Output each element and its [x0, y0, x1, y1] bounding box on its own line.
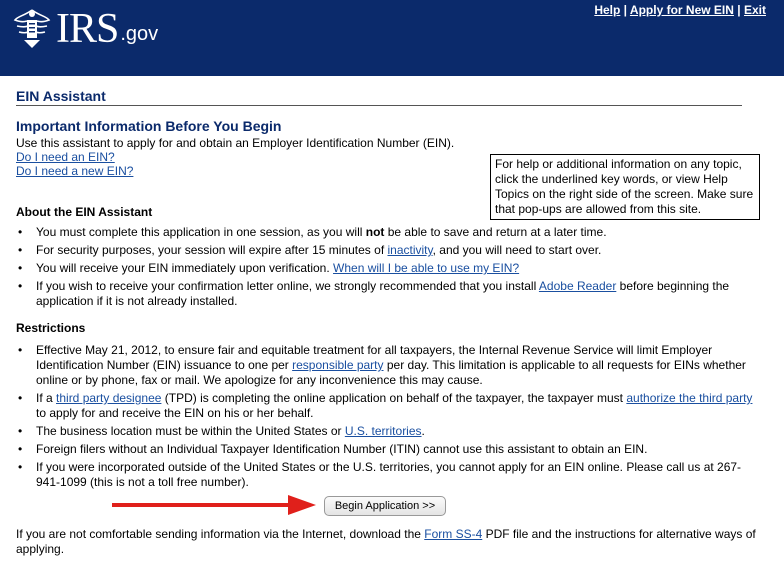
site-header [0, 0, 784, 76]
help-link[interactable]: Help [594, 3, 621, 17]
link-separator: | [737, 3, 741, 17]
about-heading: About the EIN Assistant [16, 205, 153, 219]
begin-application-button[interactable]: Begin Application >> [324, 496, 446, 516]
logo-suffix: .gov [120, 23, 159, 45]
footer-text: If you are not comfortable sending information via the Internet, download the Form SS-4 PDF file and the instructions for alternative ways of applying. [16, 527, 756, 556]
intro-text: Use this assistant to apply for and obtain an Employer Identification Number (EIN). [16, 136, 455, 150]
list-item: • For security purposes, your session will expire after 15 minutes of inactivity, and you will need to start over. [16, 243, 756, 258]
responsible-party-link[interactable]: responsible party [292, 358, 384, 372]
section-title: Important Information Before You Begin [16, 118, 282, 134]
apply-new-ein-link[interactable]: Apply for New EIN [629, 3, 734, 17]
irs-logo[interactable] [12, 6, 158, 50]
exit-link[interactable]: Exit [743, 3, 766, 17]
list-item: • If a third party designee (TPD) is completing the online application on behalf of the taxpayer, the taxpayer must authorize the third party to apply for and receive the EIN on his or her behalf. [16, 391, 756, 421]
need-ein-link[interactable]: Do I need an EIN? [16, 150, 115, 164]
list-item: • Foreign filers without an Individual Taxpayer Identification Number (ITIN) cannot use this assistant to obtain an EIN. [16, 442, 756, 457]
help-info-box: For help or additional information on any topic, click the underlined key words, or view Help Topics on the right side of the screen. Make sure that pop-ups are allowed from this site. [490, 154, 760, 220]
link-separator: | [623, 3, 628, 17]
logo-text: IRS [56, 6, 119, 52]
when-use-ein-link[interactable]: When will I be able to use my EIN? [333, 261, 520, 275]
red-arrow-icon [112, 494, 318, 516]
adobe-reader-link[interactable]: Adobe Reader [538, 279, 617, 293]
about-list [16, 225, 756, 312]
form-ss4-link[interactable]: Form SS-4 [424, 527, 483, 541]
list-item: • Effective May 21, 2012, to ensure fair and equitable treatment for all taxpayers, the Internal Revenue Service will limit Employer Identification Number (EIN) issuance to one per responsible party per day. This limitation is applicable to all requests for EINs whether online or by phone, fax or mail. We apologize for any inconvenience this may cause. [16, 343, 756, 388]
irs-eagle-icon [12, 6, 52, 50]
inactivity-link[interactable]: inactivity [387, 243, 433, 257]
need-new-ein-link[interactable]: Do I need a new EIN? [16, 164, 134, 178]
page-title-row [16, 88, 742, 106]
list-item: • You must complete this application in one session, as you will not be able to save and return at a later time. [16, 225, 756, 240]
restrictions-heading: Restrictions [16, 321, 86, 335]
list-item: • If you wish to receive your confirmation letter online, we strongly recommended that you install Adobe Reader before beginning the application if it is not already installed. [16, 279, 756, 309]
intro-block [16, 136, 454, 178]
main-content [6, 76, 778, 579]
list-item: • The business location must be within the United States or U.S. territories. [16, 424, 756, 439]
list-item: • If you were incorporated outside of the United States or the U.S. territories, you cannot apply for an EIN online. Please call us at 267-941-1099 (this is not a toll free number). [16, 460, 756, 490]
authorize-third-party-link[interactable]: authorize the third party [626, 391, 753, 405]
us-territories-link[interactable]: U.S. territories [344, 424, 422, 438]
restrictions-list [16, 343, 756, 493]
header-links [594, 3, 766, 17]
third-party-designee-link[interactable]: third party designee [56, 391, 162, 405]
list-item: • You will receive your EIN immediately upon verification. When will I be able to use my EIN? [16, 261, 756, 276]
page-title: EIN Assistant [16, 88, 106, 104]
